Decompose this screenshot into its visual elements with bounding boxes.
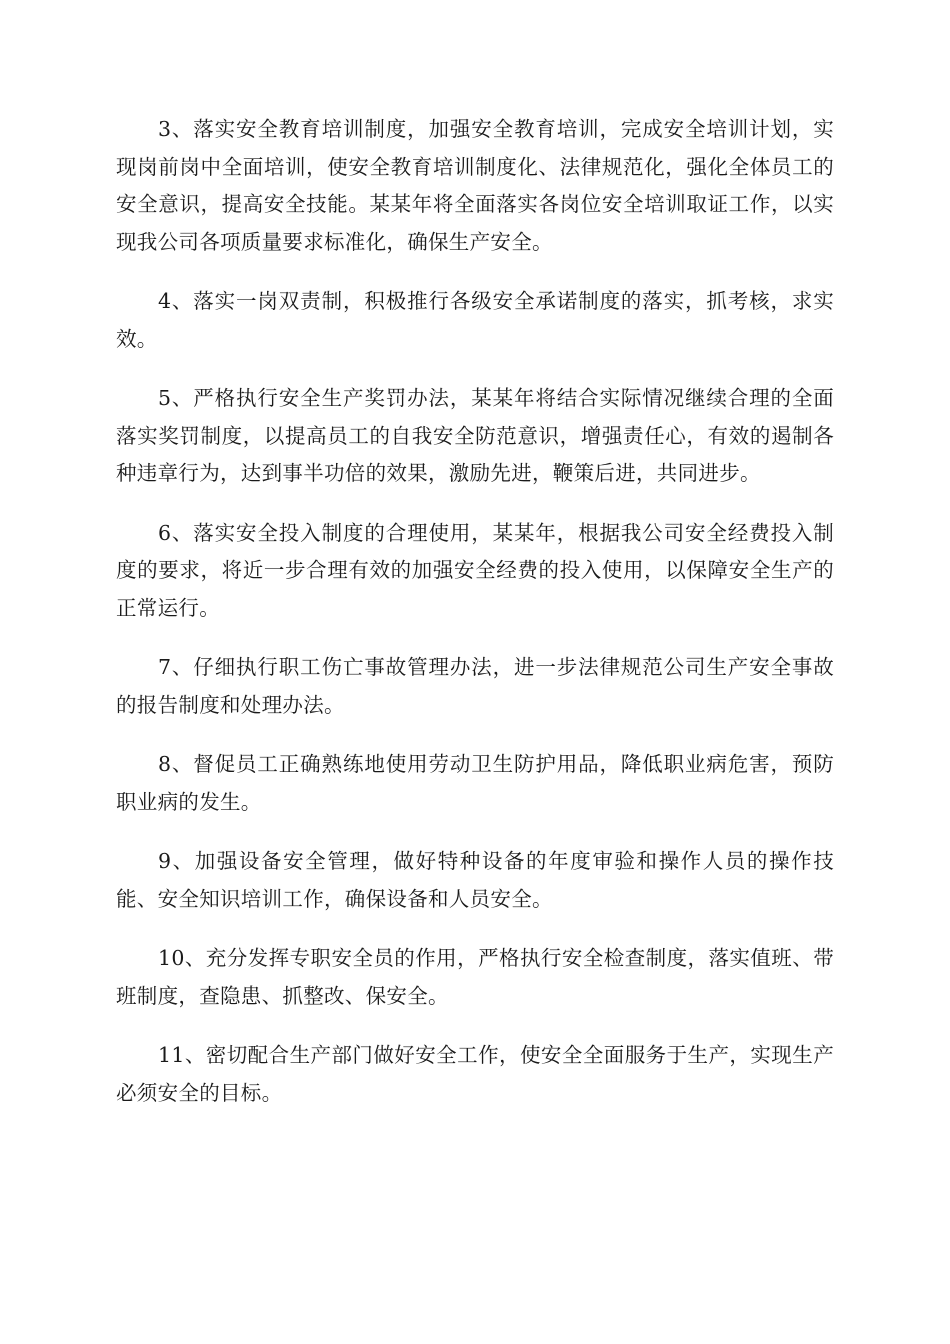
paragraph-item-11: 11、密切配合生产部门做好安全工作，使安全全面服务于生产，实现生产必须安全的目标。 — [116, 1043, 834, 1105]
paragraph-item-4: 4、落实一岗双责制，积极推行各级安全承诺制度的落实，抓考核，求实效。 — [116, 289, 834, 351]
document-page — [116, 111, 834, 1134]
paragraph-item-5: 5、严格执行安全生产奖罚办法，某某年将结合实际情况继续合理的全面落实奖罚制度，以提高员工的自我安全防范意识，增强责任心，有效的遏制各种违章行为，达到事半功倍的效果，激励先进，鞭策后进，共同进步。 — [116, 386, 834, 485]
paragraph-item-7: 7、仔细执行职工伤亡事故管理办法，进一步法律规范公司生产安全事故的报告制度和处理办法。 — [116, 655, 834, 717]
paragraph-item-3: 3、落实安全教育培训制度，加强安全教育培训，完成安全培训计划，实现岗前岗中全面培训，使安全教育培训制度化、法律规范化，强化全体员工的安全意识，提高安全技能。某某年将全面落实各岗位安全培训取证工作，以实现我公司各项质量要求标准化，确保生产安全。 — [116, 117, 834, 254]
paragraph-item-9: 9、加强设备安全管理，做好特种设备的年度审验和操作人员的操作技能、安全知识培训工作，确保设备和人员安全。 — [116, 849, 834, 911]
paragraph-item-10: 10、充分发挥专职安全员的作用，严格执行安全检查制度，落实值班、带班制度，查隐患、抓整改、保安全。 — [116, 946, 834, 1008]
paragraph-item-8: 8、督促员工正确熟练地使用劳动卫生防护用品，降低职业病危害，预防职业病的发生。 — [116, 752, 834, 814]
paragraph-item-6: 6、落实安全投入制度的合理使用，某某年，根据我公司安全经费投入制度的要求，将近一步合理有效的加强安全经费的投入使用，以保障安全生产的正常运行。 — [116, 520, 834, 620]
